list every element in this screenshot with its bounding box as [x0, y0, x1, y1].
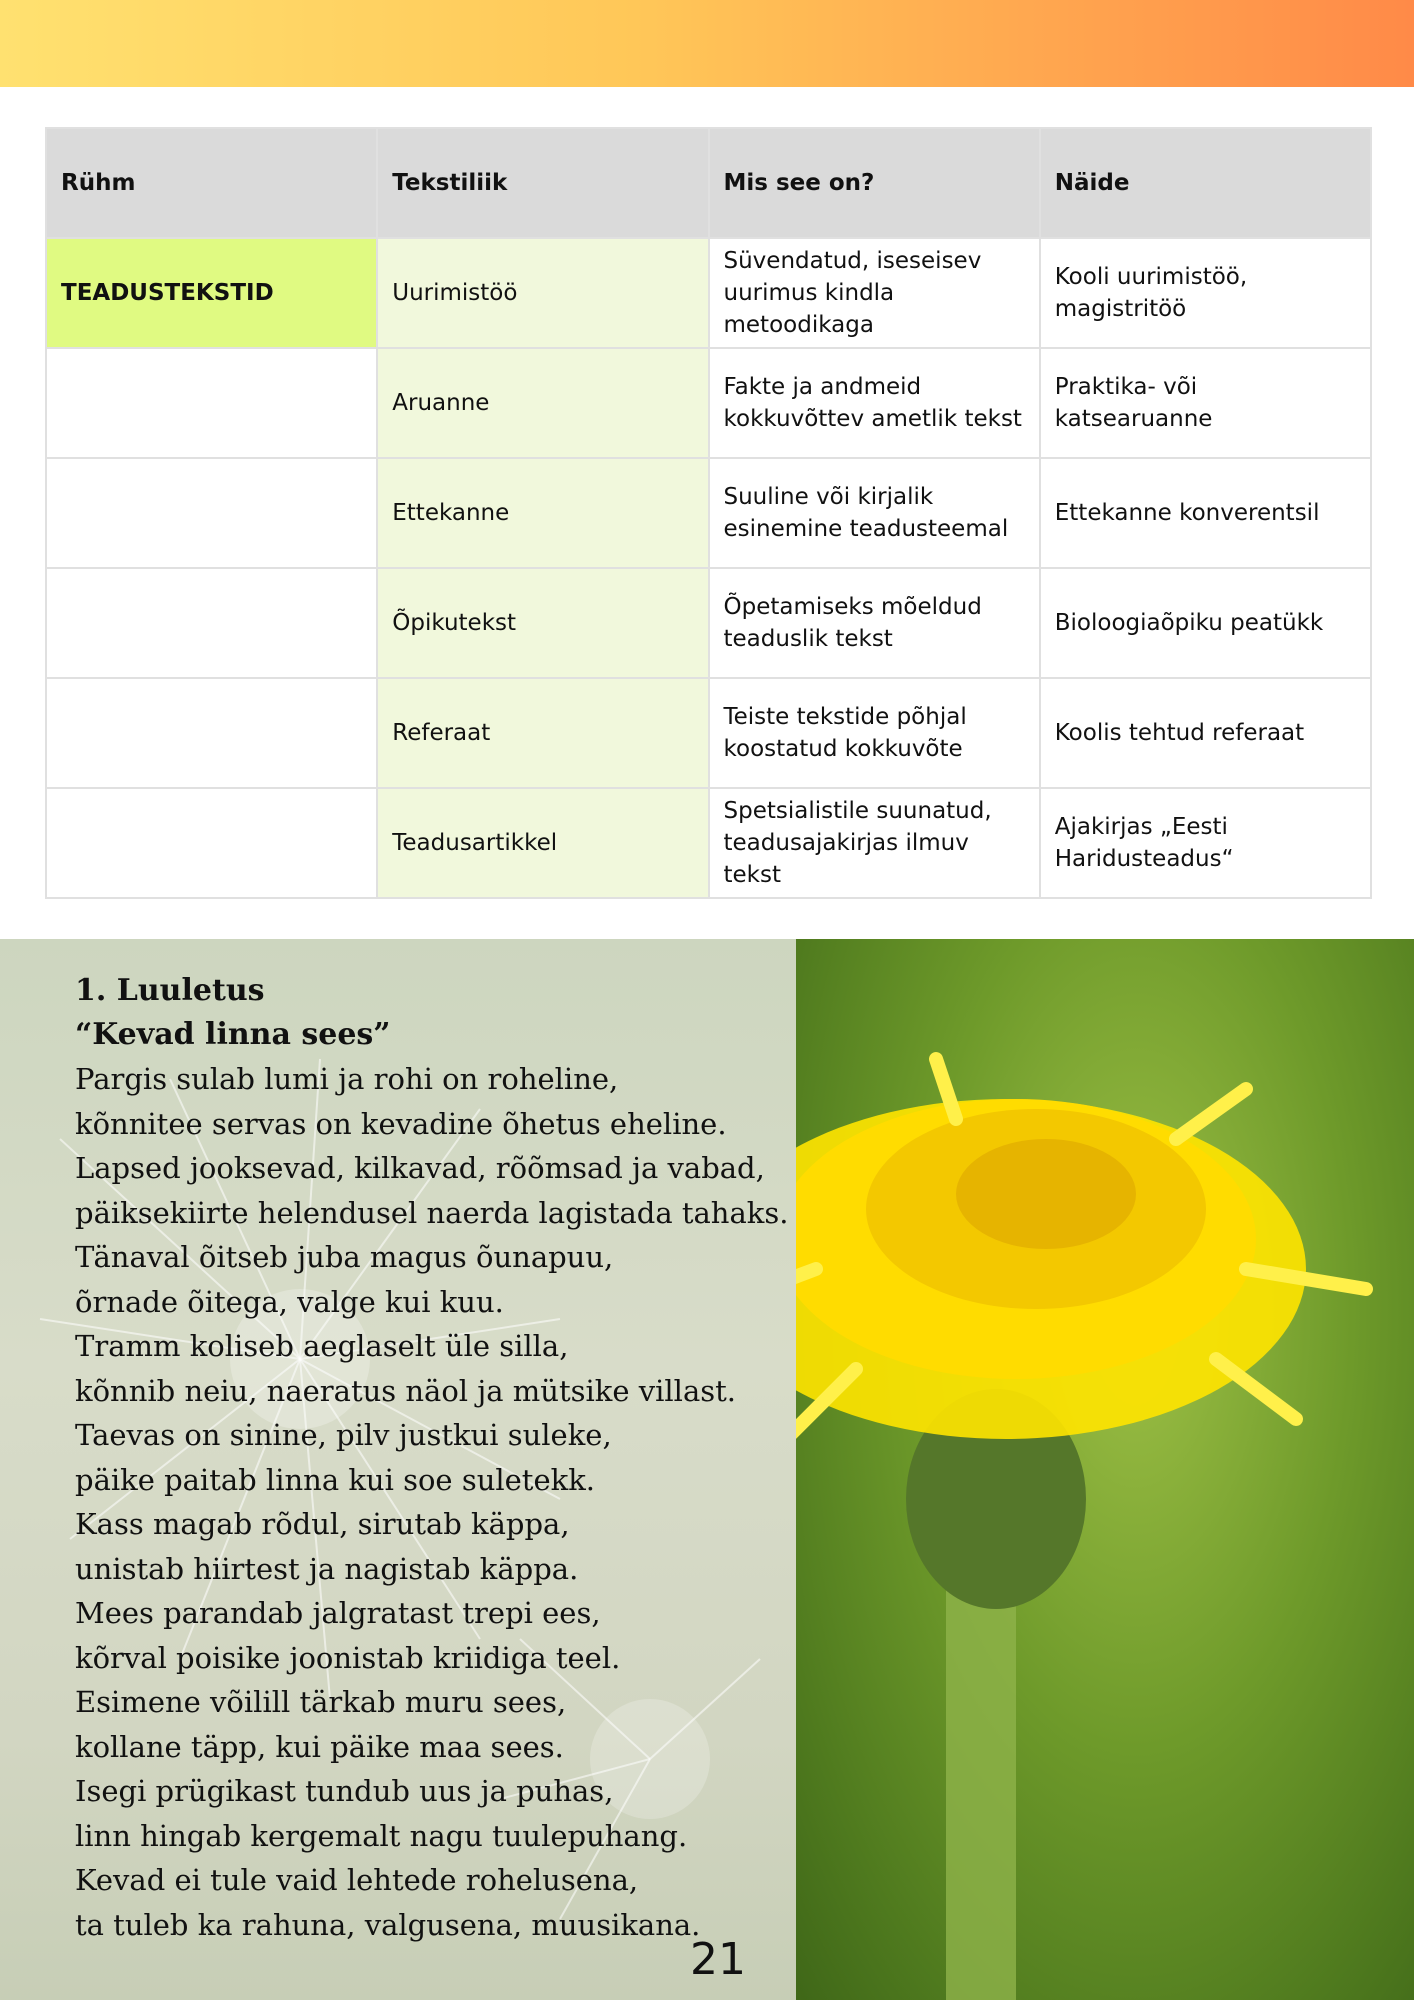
example-cell: Ajakirjas „Eesti Haridusteadus“: [1040, 788, 1371, 898]
table-row: [46, 238, 1371, 348]
column-header-group: Rühm: [46, 128, 377, 238]
description-cell: Suuline või kirjalik esinemine teadusteemal: [709, 458, 1040, 568]
header-gradient-bar: [0, 0, 1414, 87]
table-row: [46, 348, 1371, 458]
poem-line: Isegi prügikast tundub uus ja puhas,: [75, 1774, 614, 1808]
group-cell: TEADUSTEKSTID: [46, 238, 377, 348]
description-cell: Fakte ja andmeid kokkuvõttev ametlik tekst: [709, 348, 1040, 458]
description-cell: Teiste tekstide põhjal koostatud kokkuvõte: [709, 678, 1040, 788]
poem-line: Pargis sulab lumi ja rohi on roheline,: [75, 1062, 619, 1096]
group-cell: [46, 458, 377, 568]
example-cell: Kooli uurimistöö, magistritöö: [1040, 238, 1371, 348]
poem-line: unistab hiirtest ja nagistab käppa.: [75, 1551, 579, 1586]
poem-line: Esimene võilill tärkab muru sees,: [75, 1685, 567, 1719]
type-cell: Referaat: [377, 678, 708, 788]
poem-line: Kevad ei tule vaid lehtede rohelusena,: [75, 1863, 639, 1897]
group-cell: [46, 568, 377, 678]
poem-line: päiksekiirte helendusel naerda lagistada tahaks.: [75, 1195, 789, 1230]
example-cell: Bioloogiaõpiku peatükk: [1040, 568, 1371, 678]
table-header-row: [46, 128, 1371, 238]
description-cell: Õpetamiseks mõeldud teaduslik tekst: [709, 568, 1040, 678]
poem-line: Tänaval õitseb juba magus õunapuu,: [75, 1240, 614, 1274]
type-cell: Uurimistöö: [377, 238, 708, 348]
poem-text: [75, 969, 795, 1947]
type-cell: Teadusartikkel: [377, 788, 708, 898]
table-row: [46, 788, 1371, 898]
poem-line: kõrval poisike joonistab kriidiga teel.: [75, 1640, 621, 1675]
example-cell: Praktika- või katsearuanne: [1040, 348, 1371, 458]
column-header-example: Näide: [1040, 128, 1371, 238]
poem-title: “Kevad linna sees”: [75, 1017, 391, 1052]
table-row: [46, 678, 1371, 788]
poem-line: kõnnib neiu, naeratus näol ja mütsike villast.: [75, 1373, 736, 1408]
type-cell: Ettekanne: [377, 458, 708, 568]
poem-heading: 1. Luuletus: [75, 973, 265, 1008]
group-cell: [46, 348, 377, 458]
poem-line: Mees parandab jalgratast trepi ees,: [75, 1596, 601, 1630]
text-types-table: [45, 127, 1372, 899]
poem-line: õrnade õitega, valge kui kuu.: [75, 1284, 504, 1319]
example-cell: Ettekanne konverentsil: [1040, 458, 1371, 568]
poem-section: [0, 939, 1414, 2000]
dandelion-photo: [796, 939, 1414, 2000]
poem-line: kollane täpp, kui päike maa sees.: [75, 1729, 564, 1764]
table-row: [46, 568, 1371, 678]
example-cell: Koolis tehtud referaat: [1040, 678, 1371, 788]
poem-line: kõnnitee servas on kevadine õhetus eheline.: [75, 1106, 727, 1141]
group-cell: [46, 788, 377, 898]
page-number: 21: [690, 1934, 746, 1985]
poem-line: Taevas on sinine, pilv justkui suleke,: [75, 1418, 612, 1452]
type-cell: Aruanne: [377, 348, 708, 458]
column-header-type: Tekstiliik: [377, 128, 708, 238]
poem-line: Tramm koliseb aeglaselt üle silla,: [75, 1329, 569, 1363]
description-cell: Spetsialistile suunatud, teadusajakirjas ilmuv tekst: [709, 788, 1040, 898]
group-cell: [46, 678, 377, 788]
table-row: [46, 458, 1371, 568]
poem-line: Lapsed jooksevad, kilkavad, rõõmsad ja vabad,: [75, 1151, 765, 1185]
poem-line: päike paitab linna kui soe suletekk.: [75, 1462, 595, 1497]
poem-line: Kass magab rõdul, sirutab käppa,: [75, 1507, 570, 1541]
type-cell: Õpikutekst: [377, 568, 708, 678]
poem-line: ta tuleb ka rahuna, valgusena, muusikana.: [75, 1907, 701, 1942]
poem-line: linn hingab kergemalt nagu tuulepuhang.: [75, 1818, 688, 1853]
column-header-what: Mis see on?: [709, 128, 1040, 238]
description-cell: Süvendatud, iseseisev uurimus kindla metoodikaga: [709, 238, 1040, 348]
